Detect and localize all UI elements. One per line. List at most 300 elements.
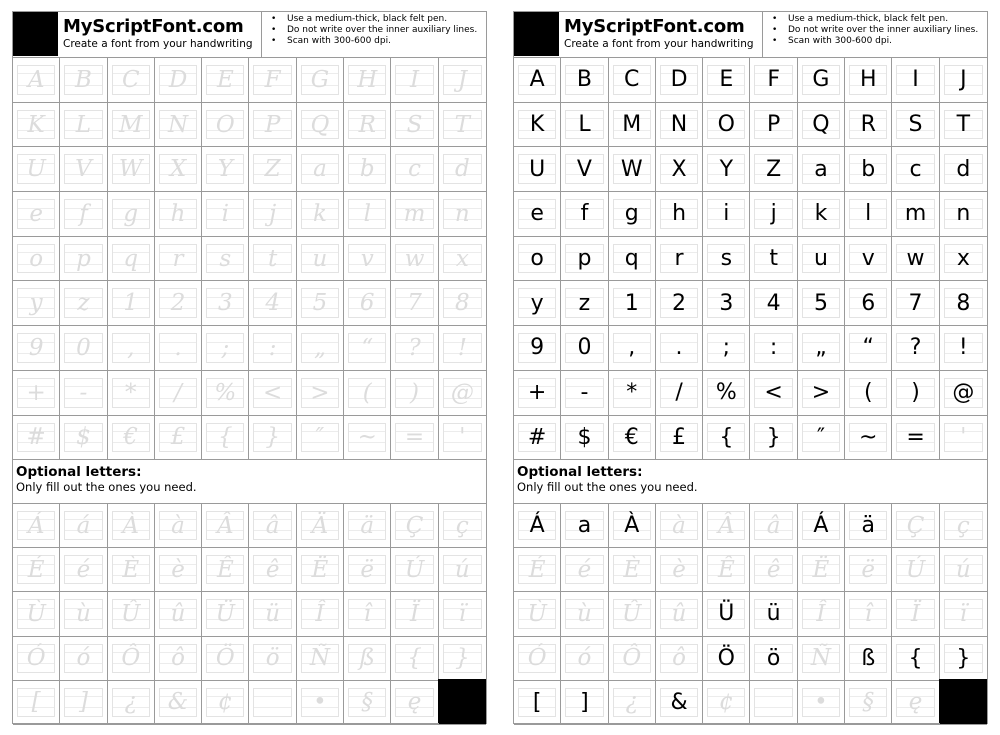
glyph-cell [514,103,561,148]
template-glyph: t [268,245,278,272]
template-glyph: F [264,66,281,93]
glyph-cell [155,548,202,592]
glyph-cell [108,58,155,103]
template-glyph: Ó [26,645,46,672]
glyph-cell [750,237,797,282]
glyph-cell [439,281,486,326]
glyph-cell [60,371,107,416]
template-glyph: Ê [216,556,234,583]
handwritten-glyph: > [811,380,831,406]
template-glyph: î [363,600,371,627]
handwritten-glyph: 7 [908,290,923,316]
glyph-cell [249,103,296,148]
glyph-cell [108,592,155,636]
glyph-cell [703,371,750,416]
template-glyph: I [409,66,420,93]
glyph-cell [892,592,939,636]
template-glyph: ï [959,600,968,627]
template-glyph: Â [718,512,735,539]
template-glyph: ? [408,334,421,361]
glyph-cell [703,281,750,326]
glyph-cell [656,147,703,192]
glyph-cell [297,548,344,592]
template-glyph: h [170,200,186,227]
handwritten-glyph: 1 [624,290,639,316]
template-glyph: Û [622,600,642,627]
glyph-cell [155,592,202,636]
template-glyph [750,681,796,724]
glyph-cell [798,103,845,148]
optional-letters-title: Optional letters: [517,464,643,480]
glyph-cell [202,637,249,681]
template-glyph: z [77,290,90,317]
glyph-cell [439,237,486,282]
glyph-cell [750,147,797,192]
template-glyph: d [454,156,470,183]
template-glyph: Ï [409,600,420,627]
glyph-cell [13,637,60,681]
template-glyph: , [127,334,135,361]
glyph-cell [391,326,438,371]
glyph-cell [297,326,344,371]
glyph-cell [344,548,391,592]
template-glyph: ) [410,379,420,406]
handwritten-glyph: x [956,246,970,272]
glyph-cell [609,416,656,461]
glyph-cell [249,192,296,237]
glyph-cell [13,237,60,282]
glyph-cell [202,326,249,371]
glyph-cell [391,281,438,326]
template-glyph: P [264,111,281,138]
template-glyph: ê [265,556,280,583]
handwritten-glyph: J [960,67,967,93]
handwritten-glyph: Á [813,513,829,539]
template-glyph: i [221,200,230,227]
glyph-cell [798,416,845,461]
handwritten-glyph: A [529,67,545,93]
handwritten-glyph: w [906,246,925,272]
glyph-cell [202,147,249,192]
template-glyph: ó [76,645,91,672]
glyph-cell [249,237,296,282]
glyph-cell [798,237,845,282]
glyph-cell [344,681,391,725]
template-sheet-blank [12,11,487,724]
template-glyph: é [577,556,592,583]
template-glyph: ] [78,689,88,716]
glyph-cell [108,548,155,592]
glyph-cell [892,237,939,282]
handwritten-glyph: c [909,156,922,182]
glyph-cell [845,58,892,103]
glyph-cell [561,592,608,636]
template-glyph: s [219,245,232,272]
handwritten-glyph: [ [532,689,542,715]
template-glyph: * [124,379,137,406]
handwritten-glyph: { [719,424,734,450]
glyph-cell [514,237,561,282]
handwritten-glyph: + [527,380,547,406]
glyph-cell [845,147,892,192]
glyph-cell [798,371,845,416]
template-glyph: l [363,200,371,227]
glyph-cell [940,281,987,326]
template-glyph: % [214,379,237,406]
handwritten-glyph: z [578,290,591,316]
glyph-cell [703,504,750,548]
glyph-cell [344,416,391,461]
glyph-cell [391,58,438,103]
glyph-cell [344,237,391,282]
handwritten-glyph: - [580,380,589,406]
glyph-cell [344,592,391,636]
glyph-cell [845,504,892,548]
template-glyph: Ë [812,556,830,583]
glyph-cell [155,637,202,681]
template-glyph: ß [359,645,375,672]
glyph-cell [13,192,60,237]
glyph-cell [892,281,939,326]
instruction-item: • Scan with 300-600 dpi. [770,36,978,47]
glyph-cell [60,237,107,282]
glyph-cell [845,326,892,371]
handwritten-glyph: O [717,112,735,138]
glyph-cell [249,58,296,103]
handwritten-glyph: Ö [717,645,735,671]
glyph-cell [892,416,939,461]
template-glyph: D [168,66,188,93]
glyph-cell [798,504,845,548]
glyph-cell [391,504,438,548]
glyph-cell [391,237,438,282]
template-glyph: ~ [357,424,377,451]
handwritten-glyph: p [577,246,592,272]
handwritten-glyph: € [624,424,639,450]
template-glyph: . [174,334,182,361]
glyph-cell [13,326,60,371]
handwritten-glyph: “ [862,335,874,361]
glyph-cell [514,592,561,636]
glyph-cell [892,147,939,192]
handwritten-glyph: ] [580,689,589,715]
instruction-item: • Do not write over the inner auxiliary lines. [770,25,978,36]
template-glyph: C [121,66,140,93]
registration-mark-top-left [13,12,58,56]
glyph-cell [391,192,438,237]
glyph-cell [892,58,939,103]
glyph-cell [845,416,892,461]
header-divider [762,12,763,57]
glyph-cell [940,58,987,103]
glyph-cell [703,103,750,148]
template-glyph: 0 [76,334,91,361]
handwritten-glyph: V [576,156,592,182]
glyph-cell [892,103,939,148]
instruction-item: • Scan with 300-600 dpi. [269,36,477,47]
template-glyph: + [26,379,46,406]
glyph-cell [703,326,750,371]
glyph-cell [202,103,249,148]
glyph-cell [940,416,987,461]
glyph-cell [439,326,486,371]
template-glyph: € [123,424,139,451]
glyph-cell [609,58,656,103]
glyph-cell [514,504,561,548]
handwritten-glyph: U [529,156,546,182]
glyph-cell [561,371,608,416]
glyph-cell [609,637,656,681]
glyph-cell [108,281,155,326]
optional-glyph-grid [13,503,486,725]
template-glyph: Ù [527,600,547,627]
handwritten-glyph: o [530,246,544,272]
template-glyph: Á [27,512,45,539]
handwritten-glyph: k [814,201,828,227]
glyph-cell [798,637,845,681]
glyph-cell [656,326,703,371]
glyph-cell [202,416,249,461]
handwritten-glyph: u [813,246,828,272]
handwritten-glyph: 0 [577,335,592,361]
main-glyph-grid [13,57,486,460]
template-glyph: @ [450,379,474,406]
instructions-list [269,14,477,47]
glyph-cell [391,147,438,192]
template-glyph: Ö [215,645,235,672]
glyph-cell [13,681,60,725]
glyph-cell [940,504,987,548]
template-glyph: & [167,689,189,716]
registration-mark-top-left [514,12,559,56]
glyph-cell [391,548,438,592]
handwritten-glyph: r [674,246,684,272]
template-glyph: £ [170,424,186,451]
glyph-cell [60,416,107,461]
glyph-cell [155,281,202,326]
template-glyph: { [218,424,233,451]
template-glyph: Ú [905,556,926,583]
glyph-cell [656,371,703,416]
glyph-cell [656,103,703,148]
handwritten-glyph: @ [952,380,975,406]
glyph-cell [703,592,750,636]
glyph-cell [940,592,987,636]
handwritten-glyph: L [578,112,591,138]
glyph-cell [656,237,703,282]
handwritten-glyph: 4 [766,290,781,316]
template-glyph: ó [577,645,592,672]
glyph-cell [798,192,845,237]
handwritten-glyph: * [626,380,638,406]
glyph-cell [609,326,656,371]
template-glyph: ë [360,556,375,583]
template-glyph: 9 [28,334,44,361]
handwritten-glyph: . [675,335,683,361]
template-glyph: 1 [123,290,139,317]
glyph-cell [750,281,797,326]
glyph-cell [297,281,344,326]
glyph-cell [249,416,296,461]
glyph-cell [940,371,987,416]
template-glyph: o [29,245,44,272]
handwritten-glyph: N [670,112,688,138]
template-glyph: < [263,379,283,406]
glyph-cell [202,192,249,237]
glyph-cell [439,504,486,548]
handwritten-glyph: b [861,156,876,182]
template-glyph: B [74,66,92,93]
glyph-cell [60,592,107,636]
template-glyph: ú [955,556,971,583]
glyph-cell [344,147,391,192]
template-glyph: Ñ [810,645,831,672]
glyph-cell [439,548,486,592]
glyph-cell [798,548,845,592]
glyph-cell [344,103,391,148]
instruction-item: • Use a medium-thick, black felt pen. [269,14,477,25]
glyph-cell [344,371,391,416]
glyph-cell [439,192,486,237]
glyph-cell [609,371,656,416]
template-glyph: Ç [405,512,424,539]
instructions-list [770,14,978,47]
template-glyph: ¢ [218,689,233,716]
glyph-cell [561,58,608,103]
template-glyph: ¿ [625,689,638,716]
glyph-cell [940,103,987,148]
template-glyph: : [268,334,277,361]
glyph-cell [561,281,608,326]
glyph-cell [13,58,60,103]
handwritten-glyph: T [956,112,971,138]
template-glyph: w [404,245,425,272]
template-glyph: Ô [622,645,642,672]
glyph-cell [609,281,656,326]
glyph-cell [703,237,750,282]
glyph-cell [892,637,939,681]
glyph-cell [561,237,608,282]
glyph-cell [155,192,202,237]
handwritten-glyph: P [767,112,781,138]
glyph-cell [750,58,797,103]
template-glyph: j [269,200,277,227]
optional-letters-title: Optional letters: [16,464,142,480]
template-glyph: $ [76,424,91,451]
handwritten-glyph: # [527,424,547,450]
template-glyph: „ [313,334,326,361]
template-glyph: à [171,512,185,539]
template-glyph: L [75,111,92,138]
glyph-cell [344,281,391,326]
glyph-cell [108,371,155,416]
glyph-cell [297,58,344,103]
template-glyph: 2 [170,290,186,317]
glyph-cell [798,58,845,103]
glyph-cell [155,58,202,103]
glyph-cell [609,147,656,192]
template-glyph: - [79,379,88,406]
template-glyph: J [457,66,467,93]
template-glyph [249,681,295,724]
handwritten-glyph: C [624,67,640,93]
glyph-cell [940,192,987,237]
glyph-cell [845,681,892,725]
handwritten-glyph: v [861,246,875,272]
handwritten-glyph: ) [911,380,920,406]
handwritten-glyph: H [859,67,877,93]
glyph-cell [155,371,202,416]
glyph-cell [703,637,750,681]
glyph-cell [514,548,561,592]
glyph-cell [439,147,486,192]
glyph-cell [514,637,561,681]
handwritten-glyph: B [576,67,592,93]
glyph-cell [155,681,202,725]
handwritten-glyph: ä [861,513,875,539]
glyph-cell [202,58,249,103]
template-glyph: n [454,200,470,227]
glyph-cell [249,548,296,592]
glyph-cell [202,681,249,725]
glyph-cell [892,192,939,237]
template-glyph: ç [455,512,469,539]
template-glyph: Ñ [309,645,330,672]
optional-letters-header [16,464,197,494]
template-glyph: / [174,379,182,406]
template-glyph: p [76,245,91,272]
template-glyph: § [361,689,373,716]
glyph-cell [297,416,344,461]
template-glyph: 7 [407,290,422,317]
glyph-cell [60,103,107,148]
handwritten-glyph: 3 [719,290,734,316]
template-glyph: 5 [312,290,328,317]
glyph-cell [703,192,750,237]
template-glyph: M [118,111,143,138]
glyph-cell [249,681,296,725]
optional-letters-subtitle: Only fill out the ones you need. [517,480,698,494]
handwritten-glyph: Z [766,156,782,182]
template-glyph: T [454,111,470,138]
glyph-cell [13,416,60,461]
glyph-cell [108,192,155,237]
glyph-cell [656,592,703,636]
glyph-cell [391,681,438,725]
glyph-cell [439,416,486,461]
template-glyph: m [403,200,426,227]
template-glyph: 3 [218,290,233,317]
template-glyph: v [360,245,374,272]
handwritten-glyph: ; [722,335,731,361]
template-glyph: Û [121,600,141,627]
template-glyph: ä [360,512,375,539]
template-glyph: 4 [265,290,280,317]
glyph-cell [609,681,656,725]
glyph-cell [656,192,703,237]
glyph-cell [155,147,202,192]
handwritten-glyph: ß [861,645,876,671]
glyph-cell [892,548,939,592]
glyph-cell [13,592,60,636]
glyph-cell [155,237,202,282]
glyph-cell [609,504,656,548]
glyph-cell [297,237,344,282]
glyph-cell [249,637,296,681]
glyph-cell [940,548,987,592]
glyph-cell [561,504,608,548]
glyph-cell [60,281,107,326]
